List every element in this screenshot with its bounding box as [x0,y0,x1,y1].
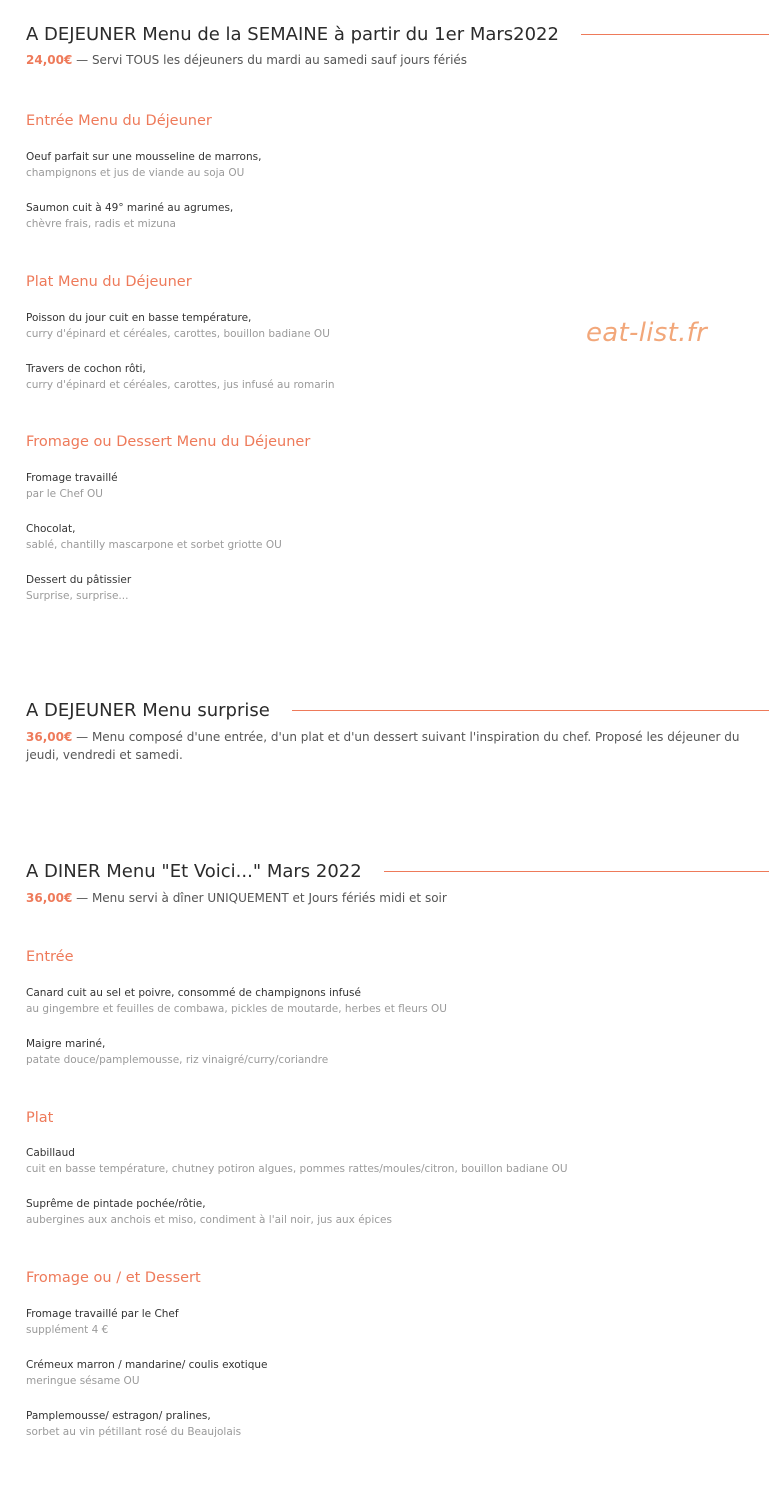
title-divider [581,34,769,35]
dish-item [26,470,118,502]
menu-title: A DEJEUNER Menu surprise [26,699,270,721]
dish-description: chèvre frais, radis et mizuna [26,218,176,230]
menu-title: A DEJEUNER Menu de la SEMAINE à partir du 1er Mars2022 [26,23,559,45]
menu-header [26,697,769,723]
dish-description: sorbet au vin pétillant rosé du Beaujolais [26,1426,242,1438]
dish-name: Cabillaud [26,1147,75,1159]
section-fromage-dessert-dejeuner [26,432,769,602]
section-plat-diner [26,1108,769,1226]
section-title: Plat Menu du Déjeuner [26,274,192,290]
menu-price: 36,00€ [26,891,73,905]
menu-description-text: — Servi TOUS les déjeuners du mardi au samedi sauf jours fériés [72,53,468,67]
dish-description: Surprise, surprise... [26,590,129,602]
menu-description-text: — Menu servi à dîner UNIQUEMENT et Jours fériés midi et soir [72,891,447,905]
dish-item [26,1408,241,1440]
dish-description: patate douce/pamplemousse, riz vinaigré/curry/coriandre [26,1054,329,1066]
menu-header [26,21,769,47]
dish-name: Maigre mariné, [26,1038,106,1050]
dish-item [26,1357,268,1389]
dish-description: champignons et jus de viande au soja OU [26,167,245,179]
menu-semaine [26,21,769,69]
menu-description [26,728,769,764]
dish-name: Poisson du jour cuit en basse température, [26,312,252,324]
menu-diner [26,858,769,907]
section-fromage-dessert-diner [26,1268,769,1438]
dish-name: Fromage travaillé [26,472,118,484]
dish-name: Suprême de pintade pochée/rôtie, [26,1198,206,1210]
dish-description: aubergines aux anchois et miso, condiment à l'ail noir, jus aux épices [26,1214,392,1226]
dish-description: par le Chef OU [26,488,103,500]
dish-description: cuit en basse température, chutney potiron algues, pommes rattes/moules/citron, bouillon badiane OU [26,1163,568,1175]
section-title: Entrée [26,949,74,965]
dish-item [26,521,282,553]
title-divider [384,871,769,872]
menu-header [26,858,769,884]
dish-item [26,361,335,393]
dish-item [26,310,330,342]
dish-name: Chocolat, [26,523,76,535]
dish-name: Oeuf parfait sur une mousseline de marrons, [26,151,262,163]
dish-item [26,1196,392,1228]
dish-item [26,1306,179,1338]
menu-price: 24,00€ [26,53,73,67]
section-entree-diner [26,947,769,1066]
watermark: eat-list.fr [586,318,708,348]
dish-name: Canard cuit au sel et poivre, consommé de champignons infusé [26,987,361,999]
section-title: Entrée Menu du Déjeuner [26,113,212,129]
dish-name: Pamplemousse/ estragon/ pralines, [26,1410,211,1422]
menu-surprise [26,697,769,764]
title-divider [292,710,769,711]
dish-name: Crémeux marron / mandarine/ coulis exotique [26,1359,268,1371]
menu-description [26,51,769,69]
menu-description [26,889,769,907]
dish-name: Dessert du pâtissier [26,574,132,586]
dish-item [26,572,131,604]
section-title: Plat [26,1110,54,1126]
section-title: Fromage ou Dessert Menu du Déjeuner [26,434,311,450]
dish-item [26,985,447,1017]
dish-item [26,149,261,181]
section-entree-dejeuner [26,111,769,230]
dish-item [26,1036,328,1068]
dish-item [26,200,233,232]
dish-description: meringue sésame OU [26,1375,140,1387]
section-title: Fromage ou / et Dessert [26,1270,201,1286]
dish-description: curry d'épinard et céréales, carottes, jus infusé au romarin [26,379,335,391]
menu-description-text: — Menu composé d'une entrée, d'un plat et d'un dessert suivant l'inspiration du chef. Proposé les déjeuner du jeudi, vendredi et samedi. [26,730,740,762]
dish-item [26,1145,568,1177]
menu-price: 36,00€ [26,730,73,744]
dish-name: Fromage travaillé par le Chef [26,1308,179,1320]
dish-description: au gingembre et feuilles de combawa, pickles de moutarde, herbes et fleurs OU [26,1003,447,1015]
dish-description: supplément 4 € [26,1324,109,1336]
dish-name: Saumon cuit à 49° mariné au agrumes, [26,202,234,214]
dish-name: Travers de cochon rôti, [26,363,146,375]
dish-description: curry d'épinard et céréales, carottes, bouillon badiane OU [26,328,330,340]
dish-description: sablé, chantilly mascarpone et sorbet griotte OU [26,539,282,551]
menu-title: A DINER Menu "Et Voici..." Mars 2022 [26,860,362,882]
